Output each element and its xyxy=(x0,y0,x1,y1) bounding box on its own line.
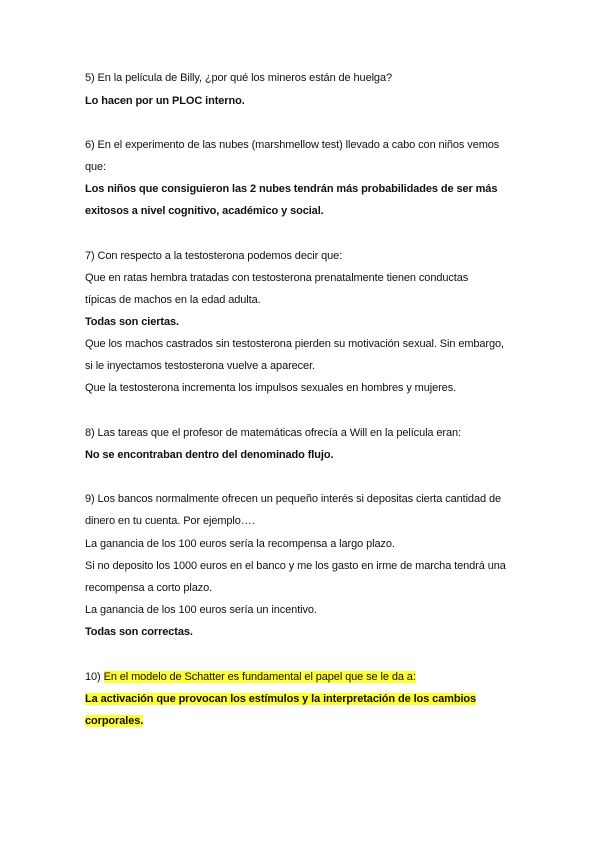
question-7-option-b: Que los machos castrados sin testosterona pierden su motivación sexual. Sin embargo, xyxy=(85,338,504,350)
question-5-text: 5) En la película de Billy, ¿por qué los mineros están de huelga? xyxy=(85,72,392,84)
question-8-answer: No se encontraban dentro del denominado flujo. xyxy=(85,449,334,461)
question-9-text: 9) Los bancos normalmente ofrecen un pequeño interés si depositas cierta cantidad de xyxy=(85,493,501,505)
question-9-answer: Todas son correctas. xyxy=(85,626,193,638)
question-6-text: 6) En el experimento de las nubes (marshmellow test) llevado a cabo con niños vemos xyxy=(85,139,500,151)
question-9-text-cont: dinero en tu cuenta. Por ejemplo…. xyxy=(85,515,255,527)
question-8-text: 8) Las tareas que el profesor de matemáticas ofrecía a Will en la película eran: xyxy=(85,427,461,439)
question-10-line xyxy=(85,670,416,684)
question-6-text-cont: que: xyxy=(85,161,107,173)
question-7-option-b-cont: si le inyectamos testosterona vuelve a aparecer. xyxy=(85,360,315,372)
question-6-answer: Los niños que consiguieron las 2 nubes tendrán más probabilidades de ser más xyxy=(85,183,498,195)
question-7-option-a-cont: típicas de machos en la edad adulta. xyxy=(85,294,261,306)
question-10-number: 10) xyxy=(85,671,101,683)
question-10-answer-cont: corporales. xyxy=(85,715,144,727)
question-9-option-b: Si no deposito los 1000 euros en el banco y me los gasto en irme de marcha tendrá una xyxy=(85,560,506,572)
question-7-option-c: Que la testosterona incrementa los impulsos sexuales en hombres y mujeres. xyxy=(85,382,457,394)
question-10-answer: La activación que provocan los estímulos y la interpretación de los cambios xyxy=(85,693,477,705)
question-9-option-b-cont: recompensa a corto plazo. xyxy=(85,582,213,594)
question-9-option-c: La ganancia de los 100 euros sería un incentivo. xyxy=(85,604,317,616)
question-6-answer-cont: exitosos a nivel cognitivo, académico y social. xyxy=(85,205,324,217)
question-10-text: En el modelo de Schatter es fundamental el papel que se le da a: xyxy=(103,671,416,683)
question-9-option-a: La ganancia de los 100 euros sería la recompensa a largo plazo. xyxy=(85,538,395,550)
question-5-answer: Lo hacen por un PLOC interno. xyxy=(85,95,245,107)
question-10-answer-cont-line xyxy=(85,714,143,728)
question-10-answer-line xyxy=(85,692,476,706)
question-7-answer: Todas son ciertas. xyxy=(85,316,179,328)
question-7-option-a: Que en ratas hembra tratadas con testosterona prenatalmente tienen conductas xyxy=(85,272,469,284)
question-7-text: 7) Con respecto a la testosterona podemos decir que: xyxy=(85,250,343,262)
